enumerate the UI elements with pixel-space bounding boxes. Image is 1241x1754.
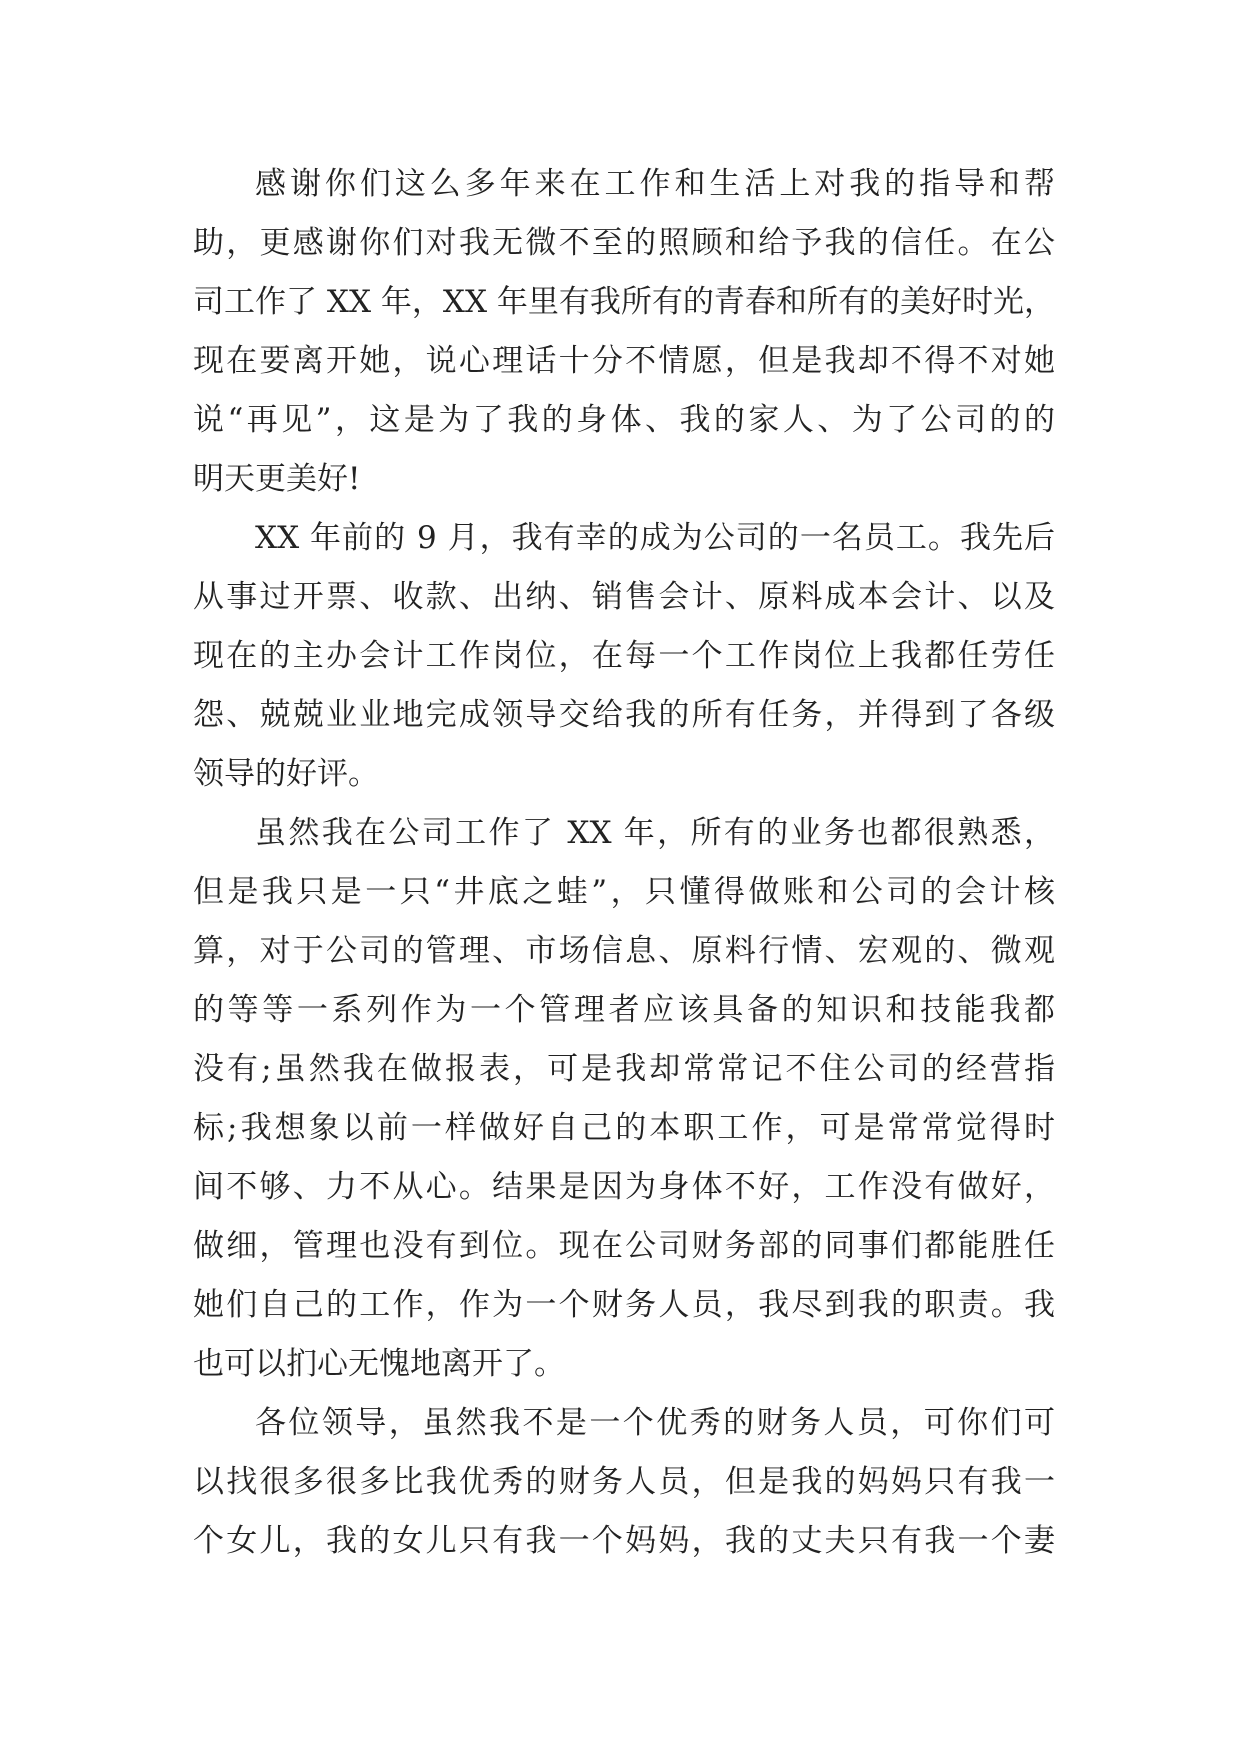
text-line: 做细，管理也没有到位。现在公司财务部的同事们都能胜任 (193, 1228, 1055, 1264)
text-line: 司工作了 XX 年，XX 年里有我所有的青春和所有的美好时光， (193, 284, 1055, 320)
text-line: 但是我只是一只“井底之蛙”，只懂得做账和公司的会计核 (193, 874, 1055, 910)
paragraph-family (193, 1394, 1055, 1571)
text-line: 各位领导，虽然我不是一个优秀的财务人员，可你们可 (255, 1405, 1055, 1441)
text-line: 标;我想象以前一样做好自己的本职工作，可是常常觉得时 (193, 1110, 1055, 1146)
text-line: 个女儿，我的女儿只有我一个妈妈，我的丈夫只有我一个妻 (193, 1523, 1055, 1559)
paragraph-reflection (193, 804, 1055, 1394)
text-line: 也可以扪心无愧地离开了。 (193, 1346, 565, 1382)
text-line: 她们自己的工作，作为一个财务人员，我尽到我的职责。我 (193, 1287, 1055, 1323)
text-line: 助，更感谢你们对我无微不至的照顾和给予我的信任。在公 (193, 225, 1055, 261)
text-line: 没有;虽然我在做报表，可是我却常常记不住公司的经营指 (193, 1051, 1055, 1087)
text-line: 说“再见”，这是为了我的身体、我的家人、为了公司的的 (193, 402, 1055, 438)
text-line: 领导的好评。 (193, 756, 379, 792)
letter-body (193, 155, 1055, 1571)
text-line: 以找很多很多比我优秀的财务人员，但是我的妈妈只有我一 (193, 1464, 1055, 1500)
text-line: 间不够、力不从心。结果是因为身体不好，工作没有做好， (193, 1169, 1055, 1205)
text-line: 现在的主办会计工作岗位，在每一个工作岗位上我都任劳任 (193, 638, 1055, 674)
text-line: 虽然我在公司工作了 XX 年，所有的业务也都很熟悉， (255, 815, 1055, 851)
paragraph-career (193, 509, 1055, 804)
paragraph-gratitude (193, 155, 1055, 509)
text-line: 怨、兢兢业业地完成领导交给我的所有任务，并得到了各级 (193, 697, 1055, 733)
text-line: 算，对于公司的管理、市场信息、原料行情、宏观的、微观 (193, 933, 1055, 969)
text-line: 明天更美好! (193, 461, 361, 497)
text-line: 的等等一系列作为一个管理者应该具备的知识和技能我都 (193, 992, 1055, 1028)
text-line: 从事过开票、收款、出纳、销售会计、原料成本会计、以及 (193, 579, 1055, 615)
text-line: XX 年前的 9 月，我有幸的成为公司的一名员工。我先后 (255, 520, 1055, 556)
text-line: 感谢你们这么多年来在工作和生活上对我的指导和帮 (255, 166, 1055, 202)
text-line: 现在要离开她，说心理话十分不情愿，但是我却不得不对她 (193, 343, 1055, 379)
